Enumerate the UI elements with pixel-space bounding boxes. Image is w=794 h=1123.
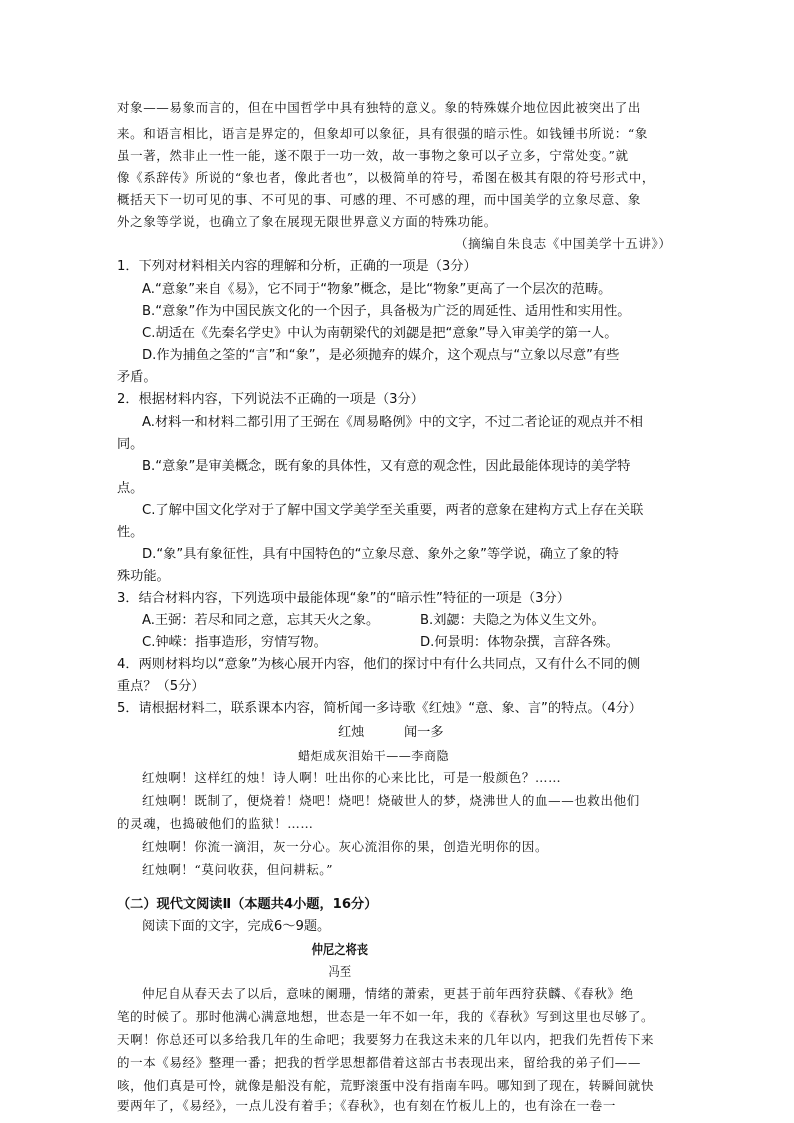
article-line: 仲尼自从春天去了以后，意味的阑珊，情绪的萧索，更甚于前年西狩获麟、《春秋》绝 [142, 986, 634, 1001]
question-3-option-c: C.钟嵘：指事造形，穷情写物。 [142, 635, 327, 650]
question-4-stem-cont: 重点？（5分） [117, 679, 205, 694]
question-2-option-b-cont: 点。 [117, 481, 144, 496]
passage1-line: 来。和语言相比，语言是界定的，但象却可以象征，具有很强的暗示性。如钱锺书所说：“象 [117, 126, 648, 141]
question-3-option-a: A.王弼：若尽和同之意，忘其天火之象。 [142, 613, 380, 628]
question-4-stem: 4．两则材料均以“意象”为核心展开内容，他们的探讨中有什么共同点，又有什么不同的侧 [117, 657, 641, 672]
question-2-option-a: A.材料一和材料二都引用了王弼在《周易略例》中的文字，不过二者论证的观点并不相 [142, 415, 643, 430]
question-1-option-d: D.作为捕鱼之筌的“言”和“象”，是必须抛弃的媒介，这个观点与“立象以尽意”有些 [142, 348, 620, 363]
article-line: 要两年了，《易经》，一点儿没有着手；《春秋》，也有刻在竹板儿上的，也有涂在一卷一 [117, 1098, 617, 1113]
question-2-option-d: D.“象”具有象征性，具有中国特色的“立象尽意、象外之象”等学说，确立了象的特 [142, 547, 619, 562]
question-2-stem: 2．根据材料内容，下列说法不正确的一项是（3分） [117, 392, 424, 407]
question-3-option-d: D.何景明：体物杂撰，言辞各殊。 [420, 635, 619, 650]
article-title: 仲尼之将丧 [311, 943, 369, 958]
question-5-stem: 5．请根据材料二，联系课本内容，简析闻一多诗歌《红烛》“意、象、言”的特点。（4分） [117, 701, 642, 716]
question-2-option-c: C.了解中国文化学对于了解中国文学美学至关重要，两者的意象在建构方式上存在关联 [142, 503, 644, 518]
article-line: 的一本《易经》整理一番；把我的哲学思想都借着这部古书表现出来，留给我的弟子们—— [117, 1055, 642, 1070]
poem-line: 红烛啊！这样红的烛！诗人啊！吐出你的心来比比，可是一般颜色？…… [142, 770, 562, 785]
passage1-line: 外之象等学说，也确立了象在展现无限世界意义方面的特殊功能。 [117, 214, 497, 229]
question-2-option-d-cont: 殊功能。 [117, 569, 170, 584]
section-2-instruction: 阅读下面的文字，完成6～9题。 [142, 919, 331, 934]
passage1-line: 虽一著，然非止一性一能，遂不限于一功一效，故一事物之象可以孑立多，宁常处变。”就 [117, 148, 629, 163]
question-2-option-b: B.“意象”是审美概念，既有象的具体性，又有意的观念性，因此最能体现诗的美学特 [142, 459, 631, 474]
question-1-option-b: B.“意象”作为中国民族文化的一个因子，具备极为广泛的周延性、适用性和实用性。 [142, 304, 631, 319]
question-2-option-c-cont: 性。 [117, 525, 144, 540]
poem-epigraph: 蜡炬成灰泪始干——李商隐 [298, 749, 450, 763]
question-1-stem: 1．下列对材料相关内容的理解和分析，正确的一项是（3分） [117, 259, 477, 274]
poem-line: 的灵魂，也捣破他们的监狱！…… [117, 816, 314, 831]
passage1-line: 像《系辞传》所说的“象也者，像此者也”，以极简单的符号，希图在极其有限的符号形式中， [117, 170, 655, 185]
passage1-source: （摘编自朱良志《中国美学十五讲》） [455, 236, 672, 251]
question-1-option-d-cont: 矛盾。 [117, 370, 157, 385]
article-line: 笔的时候了。那时他满心满意地想，世态是一年不如一年，我的《春秋》写到这里也尽够了。 [117, 1009, 655, 1024]
poem-line: 红烛啊！既制了，便烧着！烧吧！烧吧！烧破世人的梦，烧沸世人的血——也救出他们 [142, 793, 640, 808]
passage1-line: 概括天下一切可见的事、不可见的事、可感的理、不可感的理，而中国美学的立象尽意、象 [117, 192, 642, 207]
article-line: 咳，他们真是可怜，就像是船没有舵，荒野滚蛋中没有指南车吗。哪知到了现在，转瞬间就快 [117, 1078, 655, 1093]
article-author: 冯至 [328, 965, 352, 980]
poem-title: 红烛 [338, 725, 365, 740]
question-2-option-a-cont: 同。 [117, 437, 144, 452]
question-3-stem: 3．结合材料内容，下列选项中最能体现“象”的“暗示性”特征的一项是（3分） [117, 591, 570, 606]
question-1-option-c: C.胡适在《先秦名学史》中认为南朝梁代的刘勰是把“意象”导入审美学的第一人。 [142, 326, 618, 341]
passage1-line: 对象——易象而言的，但在中国哲学中具有独特的意义。象的特殊媒介地位因此被突出了出 [117, 100, 642, 115]
poem-author: 闻一多 [404, 725, 444, 740]
article-line: 天啊！你总还可以多给我几年的生命吧；我要努力在我这未来的几年以内，把我们先哲传下来 [117, 1032, 655, 1047]
poem-line: 红烛啊！你流一滴泪，灰一分心。灰心流泪你的果，创造光明你的因。 [142, 839, 549, 854]
question-1-option-a: A.“意象”来自《易》，它不同于“物象”概念，是比“物象”更高了一个层次的范畴。 [142, 282, 612, 297]
poem-line: 红烛啊！“莫问收获，但问耕耘。” [142, 862, 334, 877]
question-3-option-b: B.刘勰：夫隐之为体义生文外。 [420, 613, 605, 628]
section-2-heading: （二）现代文阅读Ⅱ（本题共4小题，16分） [117, 897, 378, 912]
